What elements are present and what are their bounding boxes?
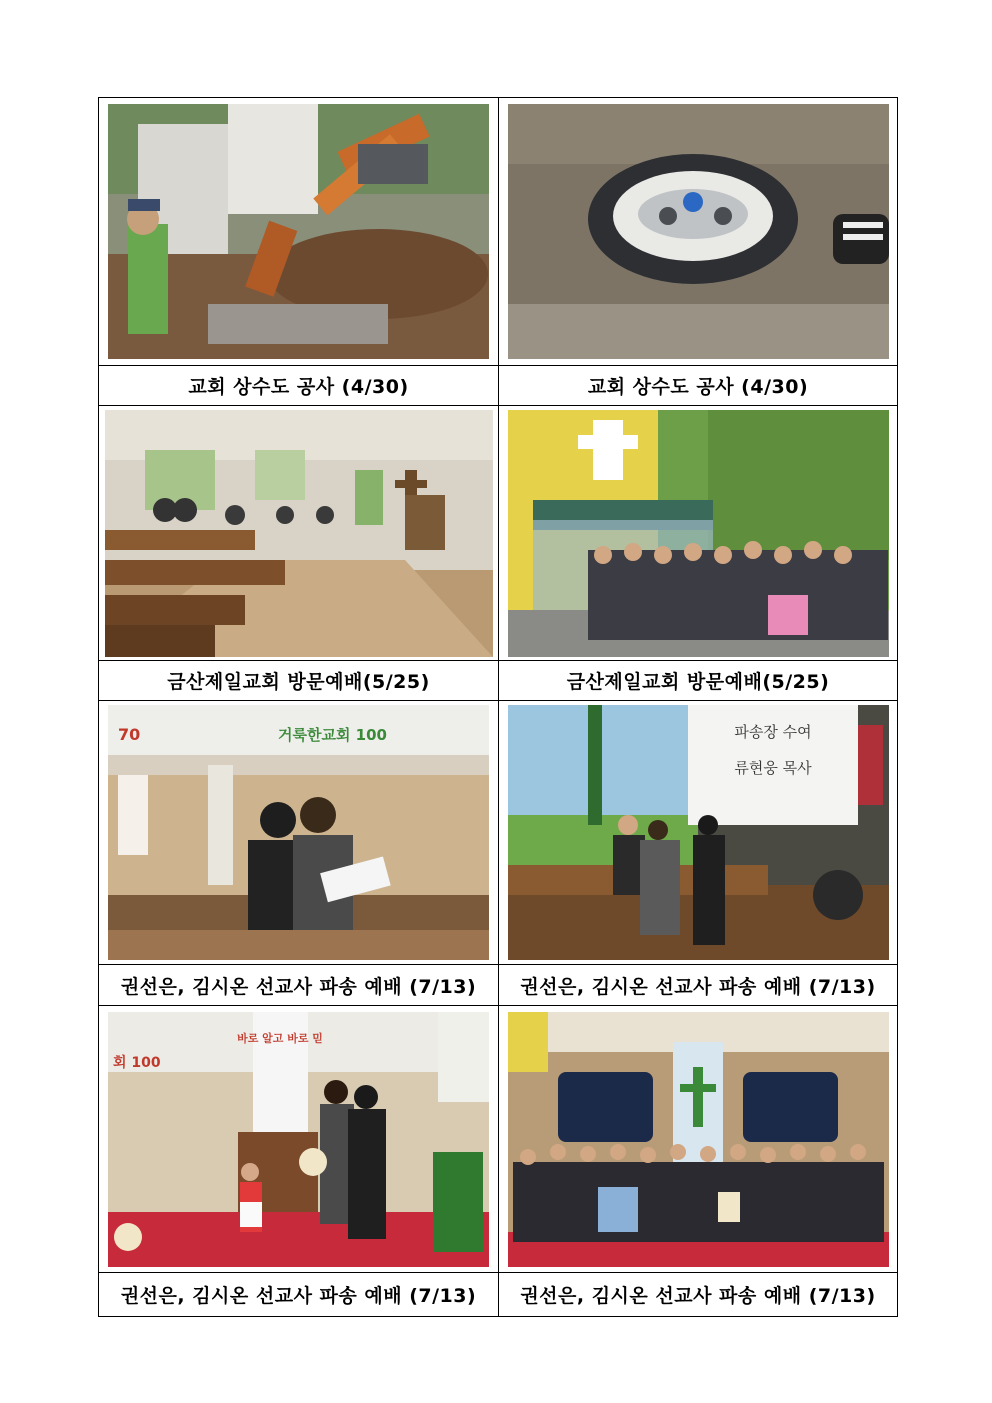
caption-cell — [499, 965, 898, 1006]
caption-cell — [499, 366, 898, 406]
church-interior-service-photo — [105, 410, 493, 657]
photo-caption: 금산제일교회 방문예배(5/25) — [566, 671, 830, 693]
excavator-construction-photo — [108, 104, 489, 359]
banner-70-text: 70 — [118, 725, 141, 744]
caption-cell — [499, 661, 898, 701]
photo-cell — [499, 1006, 898, 1273]
screen-line2-text: 류현웅 목사 — [733, 759, 812, 777]
caption-cell — [499, 1273, 898, 1317]
photo-cell — [99, 701, 499, 965]
screen-line1-text: 파송장 수여 — [733, 723, 812, 741]
photo-caption: 교회 상수도 공사 (4/30) — [188, 376, 409, 398]
banner-100b-text: 회 100 — [113, 1054, 161, 1071]
photo-cell — [499, 701, 898, 965]
photo-caption: 권선은, 김시온 선교사 파송 예배 (7/13) — [520, 1285, 876, 1307]
group-outside-church-photo — [508, 410, 889, 657]
photo-caption: 금산제일교회 방문예배(5/25) — [167, 671, 430, 693]
photo-cell — [499, 98, 898, 366]
photo-grid-table — [98, 97, 898, 1317]
photo-cell — [99, 1006, 499, 1273]
photo-cell — [499, 406, 898, 661]
photo-caption: 교회 상수도 공사 (4/30) — [587, 376, 809, 398]
water-meter-photo — [508, 104, 889, 359]
photo-caption: 권선은, 김시온 선교사 파송 예배 (7/13) — [520, 975, 876, 998]
caption-cell — [99, 661, 499, 701]
caption-cell — [99, 965, 499, 1006]
photo-caption: 권선은, 김시온 선교사 파송 예배 (7/13) — [120, 975, 477, 998]
pastor-commissioning-photo — [508, 705, 889, 960]
two-women-oath-photo — [108, 705, 489, 960]
caption-cell — [99, 1273, 499, 1317]
photo-caption: 권선은, 김시온 선교사 파송 예배 (7/13) — [120, 1285, 477, 1307]
photo-cell — [99, 98, 499, 366]
caption-cell — [99, 366, 499, 406]
flowers-presentation-photo — [108, 1012, 489, 1267]
banner-100-text: 거룩한교회 100 — [278, 726, 387, 744]
congregation-group-photo — [508, 1012, 889, 1267]
photo-cell — [99, 406, 499, 661]
pillar-text: 바로 알고 바로 믿 — [237, 1031, 323, 1045]
